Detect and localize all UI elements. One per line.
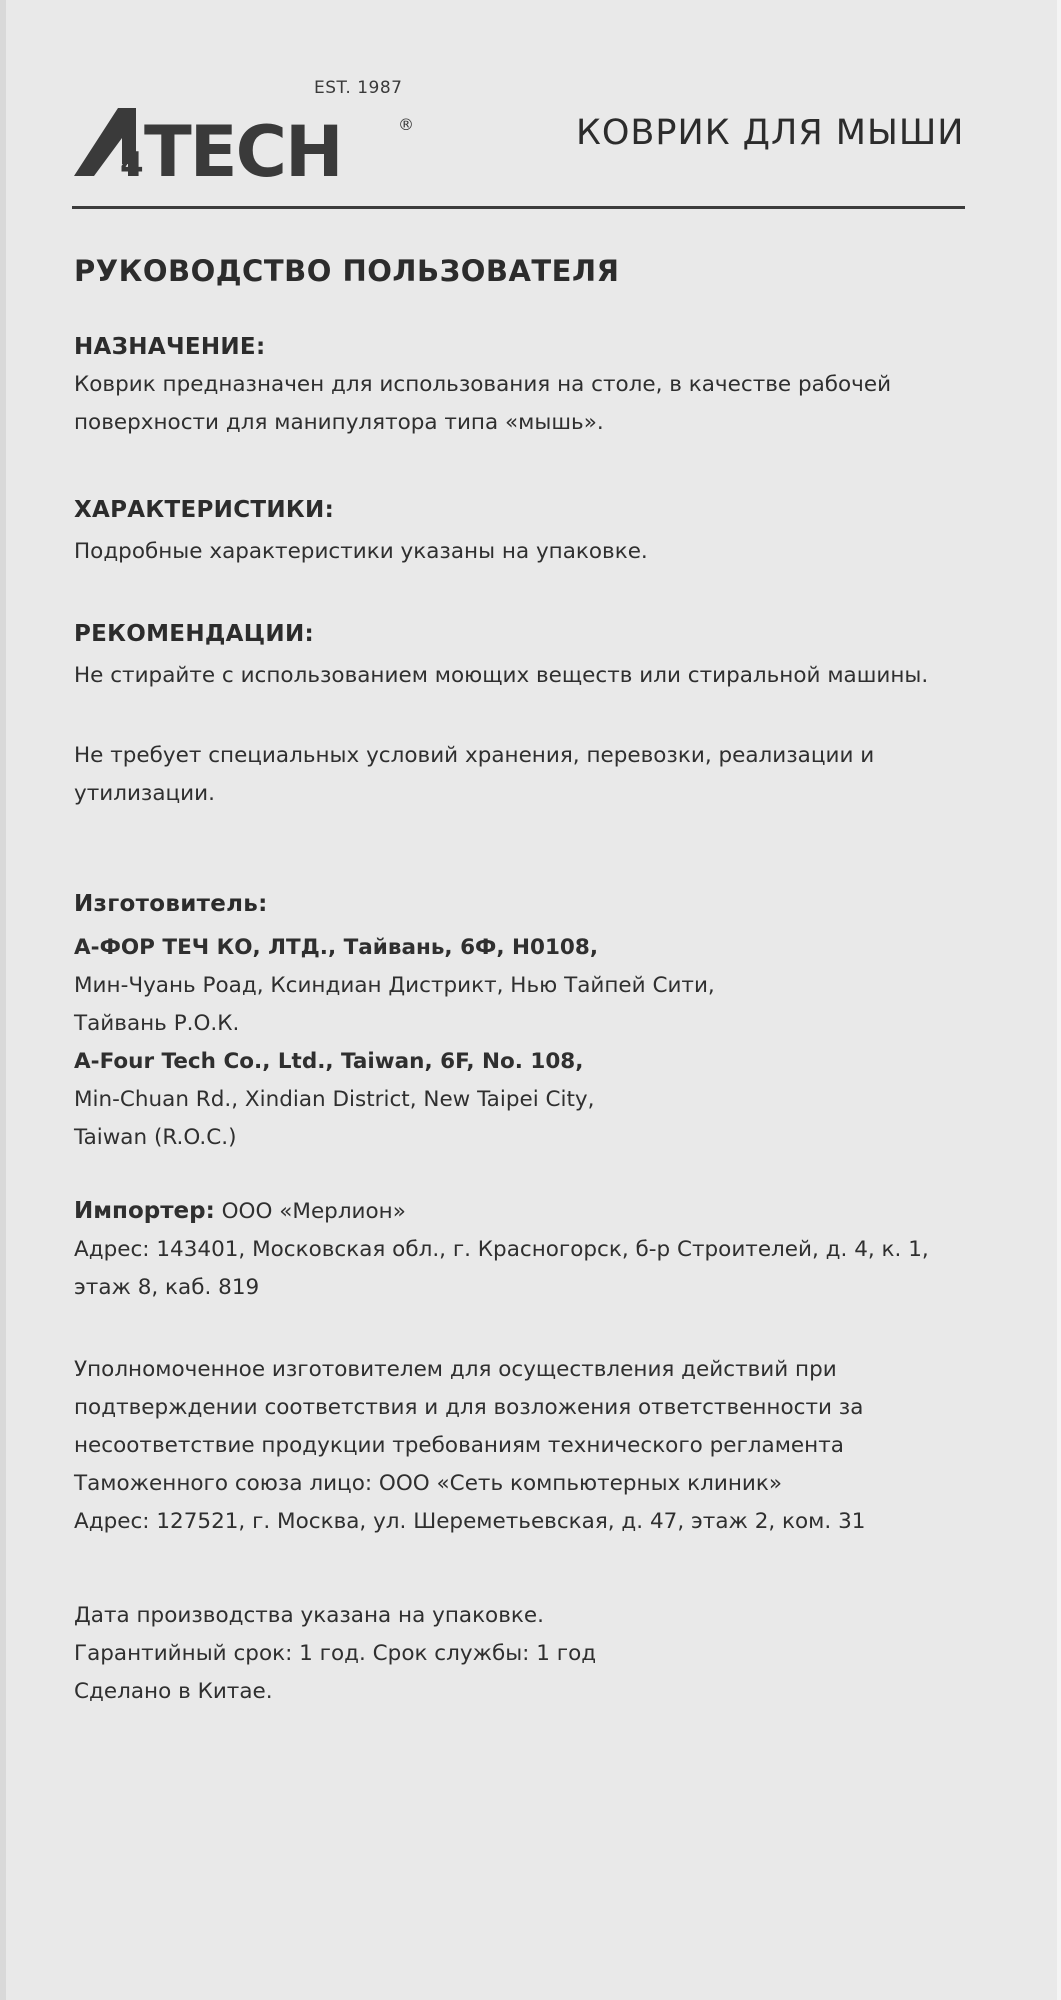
purpose-line: Коврик предназначен для использования на столе, в качестве рабочей (74, 372, 892, 397)
production-line: Дата производства указана на упаковке. (74, 1603, 544, 1628)
specs-heading: ХАРАКТЕРИСТИКИ: (74, 497, 335, 523)
logo-est-text: EST. 1987 (314, 78, 403, 98)
manufacturer-text (74, 929, 974, 1157)
purpose-line: поверхности для манипулятора типа «мышь». (74, 410, 604, 435)
production-line: Сделано в Китае. (74, 1679, 273, 1704)
a4tech-logo-mark (74, 94, 434, 184)
storage-text (74, 737, 974, 813)
recommendations-heading: РЕКОМЕНДАЦИИ: (74, 621, 314, 647)
storage-line: утилизации. (74, 781, 215, 806)
production-line: Гарантийный срок: 1 год. Срок службы: 1 год (74, 1641, 597, 1666)
importer-name: ООО «Мерлион» (214, 1199, 406, 1224)
svg-text:4: 4 (120, 145, 144, 184)
importer-text (74, 1192, 974, 1307)
manufacturer-heading: Изготовитель: (74, 891, 268, 917)
production-info (74, 1597, 974, 1711)
recommendations-text (74, 657, 974, 695)
header-divider (72, 206, 965, 209)
a4tech-logo (74, 74, 434, 184)
authorized-line: Уполномоченное изготовителем для осуществления действий при (74, 1357, 837, 1382)
specs-line: Подробные характеристики указаны на упаковке. (74, 539, 648, 564)
svg-text:TECH: TECH (144, 111, 342, 184)
authorized-line: несоответствие продукции требованиям технического регламента (74, 1433, 844, 1458)
authorized-line: Таможенного союза лицо: ООО «Сеть компьютерных клиник» (74, 1471, 782, 1496)
authorized-line: подтверждении соответствия и для возложения ответственности за (74, 1395, 864, 1420)
sheet-right-edge (1057, 0, 1061, 2000)
manufacturer-line: Мин-Чуань Роад, Ксиндиан Дистрикт, Нью Тайпей Сити, (74, 973, 715, 998)
registered-mark: ® (398, 115, 414, 134)
importer-label: Импортер: (74, 1198, 215, 1224)
importer-line: этаж 8, каб. 819 (74, 1275, 260, 1300)
storage-line: Не требует специальных условий хранения, перевозки, реализации и (74, 743, 875, 768)
manufacturer-line: А-ФОР ТЕЧ КО, ЛТД., Тайвань, 6Ф, Н0108, (74, 935, 598, 960)
authorized-line: Адрес: 127521, г. Москва, ул. Шереметьевская, д. 47, этаж 2, ком. 31 (74, 1509, 866, 1534)
manufacturer-line: Taiwan (R.O.C.) (74, 1125, 237, 1150)
recommendations-line: Не стирайте с использованием моющих веществ или стиральной машины. (74, 663, 929, 688)
purpose-heading: НАЗНАЧЕНИЕ: (74, 334, 266, 360)
manufacturer-line: Тайвань Р.О.К. (74, 1011, 240, 1036)
sheet-left-edge (0, 0, 6, 2000)
purpose-text (74, 366, 974, 442)
document-title: РУКОВОДСТВО ПОЛЬЗОВАТЕЛЯ (74, 254, 620, 288)
importer-line: Адрес: 143401, Московская обл., г. Красногорск, б-р Строителей, д. 4, к. 1, (74, 1237, 929, 1262)
specs-text (74, 533, 974, 571)
manufacturer-line: A-Four Tech Co., Ltd., Taiwan, 6F, No. 108, (74, 1049, 584, 1074)
manufacturer-line: Min-Chuan Rd., Xindian District, New Taipei City, (74, 1087, 595, 1112)
product-title: КОВРИК ДЛЯ МЫШИ (576, 113, 965, 153)
authorized-text (74, 1351, 974, 1541)
importer-name-line (74, 1192, 974, 1231)
